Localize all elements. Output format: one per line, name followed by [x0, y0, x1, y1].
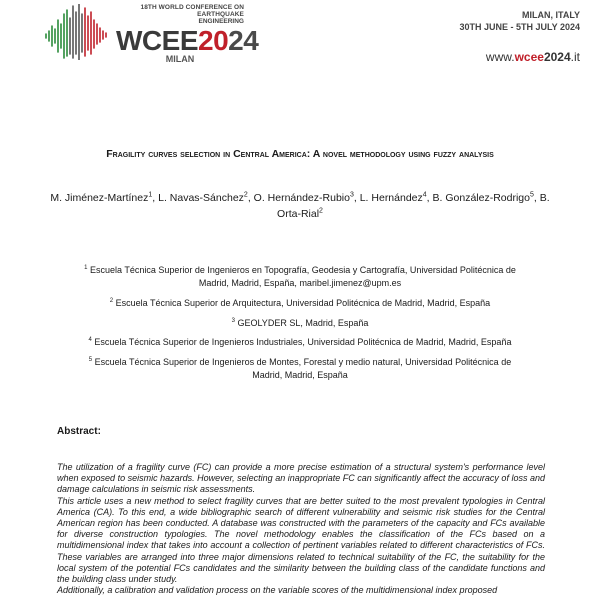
affiliation-4: $^4$ Escuela Técnica Superior de Ingenieros Industriales, Universidad Politécnica de Madrid, Madrid, España [88, 337, 512, 347]
affiliation-3: $^3$ GEOLYDER SL, Madrid, España [231, 318, 369, 328]
conference-name-line2: ENGINEERING [198, 18, 244, 25]
conference-logo [116, 4, 266, 64]
affiliation-5: $^5$ Escuela Técnica Superior de Ingenieros de Montes, Forestal y medio natural, Universidad Politécnica de Madrid, Madrid, España [88, 357, 512, 380]
conference-header [0, 0, 600, 80]
author-name: O. Hernández-Rubio [253, 192, 350, 204]
logo-city: MILAN [165, 54, 195, 64]
author-name: L. Hernández [359, 192, 423, 204]
conference-location-dates [459, 10, 580, 33]
conference-website-link[interactable]: www.wcee2024.it [485, 50, 580, 64]
abstract-paragraph: This article uses a new method to select fragility curves that are better suited to the most prevalent typologies in Central America (CA). To this end, a wide bibliographic search of different vulnerability and seismic risk studies for the Central American region has been conducted. A database was constructed with the parameters of the capacity and FCs available for diverse construction typologies. The novel methodology enables the classification of the FCs based on a multidimensional index that takes into account a collection of pertinent variables related to different characteristics of FCs. These variables are arranged into three major dimensions related to technical suitability of the FC, the suitability for the local system of the potential FCs candidates and the similarity between the building class of the candidate functions and the building class under study. [57, 495, 545, 585]
author-name: L. Navas-Sánchez [158, 192, 244, 204]
wcee-logo-wordmark: WCEE2024 [116, 25, 259, 56]
affiliation-email: Madrid, Madrid, España, maribel.jimenez@upm.es [198, 278, 402, 288]
author-name: B. González-Rodrigo [432, 192, 530, 204]
seismograph-logo-icon [44, 4, 116, 60]
conference-city: MILAN, ITALY [522, 10, 580, 20]
conference-name-line1: 18TH WORLD CONFERENCE ON EARTHQUAKE [140, 4, 244, 18]
paper-title: Fragility curves selection in Central America: A novel methodology using fuzzy analysis [106, 148, 494, 160]
abstract-heading: Abstract: [57, 426, 101, 437]
conference-dates: 30TH JUNE - 5TH JULY 2024 [459, 22, 580, 32]
author-list: M. Jiménez-Martínez$^1$, L. Navas-Sánchez$^2$, O. Hernández-Rubio$^3$, L. Hernández$^4$, B. González-Rodrigo$^5$, B. Orta-Rial$^2$ [50, 191, 550, 220]
abstract-body [57, 462, 545, 596]
affiliation-2: $^2$ Escuela Técnica Superior de Arquitectura, Universidad Politécnica de Madrid, Madrid, España [109, 298, 491, 308]
affiliation-1: $^1$ Escuela Técnica Superior de Ingenieros en Topografía, Geodesia y Cartografía, Universidad Politécnica de Madrid, Madrid, España, maribel.jimenez@upm.es [84, 265, 516, 288]
author-name: M. Jiménez-Martínez [50, 192, 149, 204]
abstract-paragraph: Additionally, a calibration and validation process on the variable scores of the multidimensional index proposed [57, 585, 498, 596]
author-name: B. Orta-Rial [277, 192, 550, 220]
abstract-paragraph: The utilization of a fragility curve (FC) can provide a more precise estimation of a structural system's performance level when exposed to seismic hazards. However, selecting an inappropriate FC can significantly affect the accuracy of loss and damage calculations in seismic risk assessments. [57, 462, 545, 495]
